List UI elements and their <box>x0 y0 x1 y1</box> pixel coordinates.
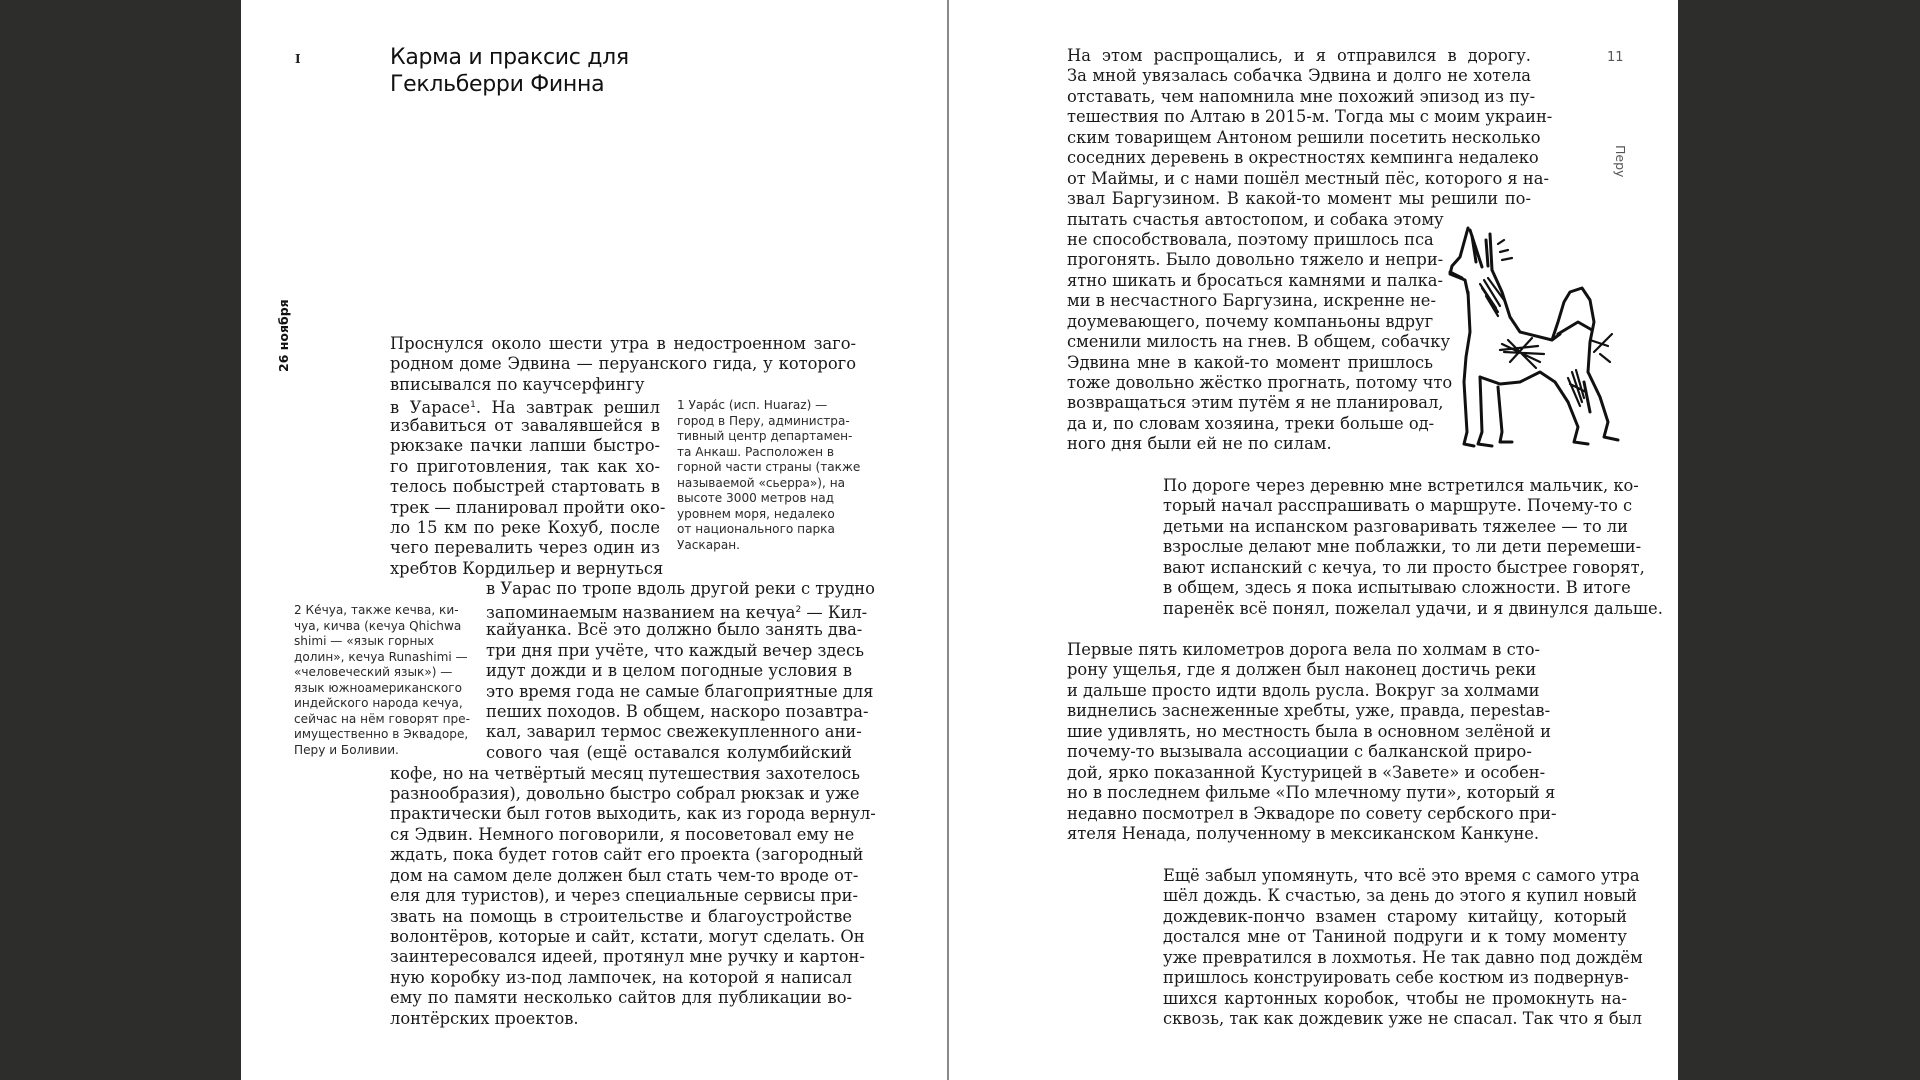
body-line: ским товарищем Антоном решили посетить несколько <box>1067 127 1541 147</box>
body-line: Проснулся около шести утра в недостроенном заго- <box>390 334 856 353</box>
body-line: идут дожди и в целом погодные условия в <box>486 661 852 681</box>
body-line: На этом распрощались, и я отправился в дорогу. <box>1067 46 1531 65</box>
body-line: рюкзаке пачки лапши быстро- <box>390 436 660 456</box>
footnote-line: shimi — «язык горных <box>294 634 435 648</box>
footnote-line: Перу и Боливии. <box>294 742 399 757</box>
body-line: кал, заварил термос свежекупленного ани- <box>486 722 862 742</box>
body-line: Первые пять километров дорога вела по холмам в сто- <box>1067 640 1541 659</box>
body-line: тоже довольно жёстко прогнать, потому что <box>1067 373 1453 392</box>
footnote-line: имущественно в Эквадоре, <box>294 727 469 741</box>
body-line: прогонять. Было довольно тяжело и непри- <box>1067 250 1444 270</box>
body-line: тешествия по Алтаю в 2015-м. Тогда мы с моим украин- <box>1067 107 1553 127</box>
footnote-line: уровнем моря, недалеко <box>677 506 835 521</box>
body-line-with-footnote-ref: в Уарасе$^1$. На завтрак решил <box>390 398 660 418</box>
left-body-text-final <box>390 763 876 1030</box>
body-line: паренёк всё понял, пожелал удачи, и я двинулся дальше. <box>1163 598 1663 618</box>
body-line: лонтёрских проектов. <box>390 1008 579 1028</box>
body-line: сквозь, так как дождевик уже не спасал. Так что я был <box>1163 1009 1642 1029</box>
body-line: шие удивлять, но местность была в основном зелёной и <box>1067 721 1551 741</box>
body-line: ную коробку из-под лампочек, на которой я написал <box>390 967 852 987</box>
footnote-line: называемой «сьерра»), на <box>677 475 846 490</box>
body-line: го приготовления, так как хо- <box>390 456 660 476</box>
body-line: виднелись заснеженные хребты, уже, правда, переstав- <box>1067 701 1551 721</box>
body-line: ятно шикать и бросаться камнями и палка- <box>1067 270 1444 290</box>
body-line: телось побыстрей стартовать в <box>390 477 660 497</box>
body-line: дой, ярко показанной Кустурицей в «Завете» и особен- <box>1067 762 1546 782</box>
footnote-1 <box>677 398 860 553</box>
body-line: три дня при учёте, что каждый вечер здесь <box>486 640 864 660</box>
body-line: Ещё забыл упомянуть, что всё это время с самого утра <box>1163 866 1640 885</box>
body-line: сового чая (ещё оставался колумбийский <box>486 742 852 762</box>
body-line: возвращаться этим путём я не планировал, <box>1067 393 1444 413</box>
chapter-title <box>390 44 629 98</box>
body-line: кофе, но на четвёртый месяц путешествия захотелось <box>390 763 861 783</box>
footnote-line: 1 Уара́с (исп. Huaraz) — <box>677 398 828 412</box>
footnote-line: высоте 3000 метров над <box>677 491 835 505</box>
body-line: еля для туристов), и через специальные сервисы при- <box>390 886 858 906</box>
footnote-line: индейского народа кечуа, <box>294 696 463 710</box>
footnote-2 <box>294 603 470 758</box>
body-line: да и, по словам хозяина, треки больше од- <box>1067 413 1435 433</box>
body-line: дом на самом деле должен был стать чем-то вроде от- <box>390 865 859 885</box>
body-line: звал Баргузином. В какой-то момент мы решили по- <box>1067 189 1531 209</box>
body-line: трек — планировал пройти око- <box>390 497 666 517</box>
chapter-number: I <box>295 52 301 66</box>
date-margin-label: 26 ноября <box>276 299 291 372</box>
body-line: от Маймы, и с нами пошёл местный пёс, которого я на- <box>1067 168 1549 188</box>
body-line: ного дня были ей не по силам. <box>1067 434 1332 454</box>
body-line: взрослые делают мне поблажки, то ли дети перемеши- <box>1163 537 1642 557</box>
page-number: 11 <box>1607 50 1624 65</box>
body-line: почему-то вызывала ассоциации с балканской приро- <box>1067 742 1532 762</box>
body-line: вают испанский с кечуа, то ли просто быстрее говорят, <box>1163 557 1645 577</box>
body-line: заинтересовался идеей, протянул мне ручку и картон- <box>390 947 865 967</box>
body-line: ждать, пока будет готов сайт его проекта (загородный <box>390 845 864 865</box>
left-body-text-continued <box>486 579 875 763</box>
body-line: По дороге через деревню мне встретился мальчик, ко- <box>1163 476 1639 495</box>
right-paragraph-4 <box>1163 866 1643 1030</box>
footnote-line: долин», кечуа Runashimi — <box>294 649 468 664</box>
body-line: кайуанка. Всё это должно было занять два- <box>486 620 863 640</box>
body-line: чего перевалить через один из <box>390 538 660 558</box>
footnote-line: Уаскаран. <box>677 537 740 552</box>
body-line: вписывался по каучсерфингу <box>390 374 645 394</box>
dog-illustration <box>1440 222 1640 454</box>
body-line: торый начал расспрашивать о маршруте. Почему-то с <box>1163 496 1633 516</box>
body-line: За мной увязалась собачка Эдвина и долго не хотела <box>1067 66 1531 86</box>
footnote-line: город в Перу, администра- <box>677 413 850 428</box>
body-line: разнообразия), довольно быстро собрал рюкзак и уже <box>390 783 860 803</box>
body-line: отставать, чем напомнила мне похожий эпизод из пу- <box>1067 86 1536 106</box>
body-line: сменили милость на гнев. В общем, собачку <box>1067 332 1451 352</box>
body-line: достался мне от Таниной подруги и к тому моменту <box>1163 927 1627 947</box>
body-line: пеших походов. В общем, наскоро позавтра- <box>486 702 869 722</box>
body-line: недавно посмотрел в Эквадоре по совету сербского при- <box>1067 803 1557 823</box>
footnote-line: 2 Ке́чуа, также кечва, ки- <box>294 603 459 617</box>
body-line: избавиться от завалявшейся в <box>390 415 660 435</box>
footnote-line: язык южноамериканского <box>294 680 463 695</box>
footnote-line: чуа, кичва (кечуа Qhichwa <box>294 618 462 633</box>
body-line: хребтов Кордильер и вернуться <box>390 558 664 578</box>
page-gutter-divider <box>947 0 949 1080</box>
body-line: ся Эдвин. Немного поговорили, я посоветовал ему не <box>390 824 855 844</box>
body-line: ло 15 км по реке Кохуб, после <box>390 517 660 537</box>
body-line: в Уарас по тропе вдоль другой реки с трудно <box>486 579 875 599</box>
body-line: пришлось конструировать себе костюм из подвернув- <box>1163 968 1629 988</box>
right-paragraph-2 <box>1163 476 1663 619</box>
chapter-title-line: Карма и праксис для <box>390 45 629 70</box>
body-line-with-footnote-ref: запоминаемым названием на кечуа$^2$ — Кил- <box>486 602 868 622</box>
footnote-line: тивный центр департамен- <box>677 429 853 443</box>
footnote-line: от национального парка <box>677 522 835 536</box>
body-line: пытать счастья автостопом, и собака этому <box>1067 209 1444 229</box>
footnote-line: горной части страны (также <box>677 460 861 474</box>
body-line: доумевающего, почему компаньоны вдруг <box>1067 311 1434 331</box>
body-line: уже превратился в лохмотья. Не так давно под дождём <box>1163 947 1643 967</box>
body-line: детьми на испанском разговаривать тяжелее — то ли <box>1163 516 1628 536</box>
body-line: ятеля Ненада, полученному в мексиканском Канкуне. <box>1067 823 1540 843</box>
right-paragraph-3 <box>1067 640 1557 844</box>
body-line: но в последнем фильме «По млечному пути», который я <box>1067 783 1556 803</box>
footnote-ref-1[interactable]: 1 <box>470 400 476 411</box>
body-line: Эдвина мне в какой-то момент пришлось <box>1067 352 1433 372</box>
body-line: и дальше просто идти вдоль русла. Вокруг за холмами <box>1067 680 1540 700</box>
body-line: звать на помощь в строительстве и благоустройстве <box>390 906 852 926</box>
footnote-ref-2[interactable]: 2 <box>795 604 802 615</box>
footnote-line: сейчас на нём говорят пре- <box>294 711 470 726</box>
body-line: практически был готов выходить, как из города вернул- <box>390 804 876 824</box>
section-margin-label: Перу <box>1613 145 1628 178</box>
body-line: соседних деревень в окрестностях кемпинга недалеко <box>1067 148 1539 168</box>
footnote-line: та Анкаш. Расположен в <box>677 444 834 459</box>
body-line: родном доме Эдвина — перуанского гида, у которого <box>390 354 856 374</box>
body-line: волонтёров, которые и сайт, кстати, могут сделать. Он <box>390 927 865 946</box>
body-line: рону ущелья, где я должен был наконец достичь реки <box>1067 660 1537 680</box>
body-line: не способствовала, поэтому пришлось пса <box>1067 229 1434 249</box>
body-line: ему по памяти несколько сайтов для публикации во- <box>390 988 852 1008</box>
body-line: дождевик-пончо взамен старому китайцу, который <box>1163 906 1627 926</box>
body-line: шёл дождь. К счастью, за день до этого я купил новый <box>1163 886 1638 906</box>
body-line: в общем, здесь я пока испытываю сложности. В итоге <box>1163 578 1631 598</box>
body-line: шихся картонных коробок, чтобы не промокнуть на- <box>1163 988 1627 1008</box>
body-line: это время года не самые благоприятные для <box>486 681 874 701</box>
chapter-title-line: Гекльберри Финна <box>390 72 605 97</box>
footnote-line: «человеческий язык») — <box>294 665 453 679</box>
body-line: ми в несчастного Баргузина, искренне не- <box>1067 291 1436 311</box>
